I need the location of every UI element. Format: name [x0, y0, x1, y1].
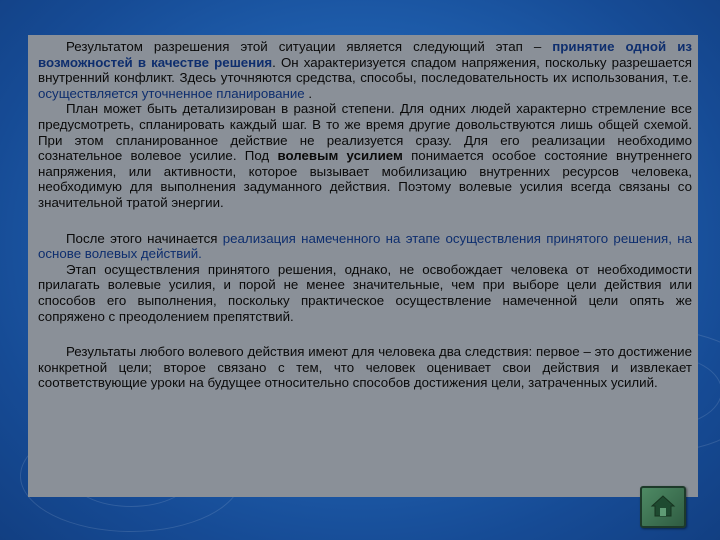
- paragraph-text-segment: Результатом разрешения этой ситуации является следующий этап –: [66, 39, 553, 54]
- paragraph-text-segment: .: [304, 85, 313, 101]
- paragraph-spacer: [38, 324, 692, 344]
- paragraph-text-segment: План может быть детализирован в разной степени. Для одних людей характерно стремление все предусмотреть, спланировать каждый шаг. В то же время другие довольствуются лишь общей схемой. При этом спланированное действие не реализуется сразу. Для его реализации необходимо сознательное волевое усилие. Под: [38, 101, 692, 164]
- paragraph-text-segment: . Он характеризуется спадом напряжения, поскольку разрешается внутренний конфликт. Здесь уточняются средства, способы, последовательность их использования, т.е.: [38, 54, 693, 86]
- home-button[interactable]: [640, 486, 686, 528]
- slide-text-box: [28, 35, 698, 497]
- paragraph: [38, 262, 692, 324]
- home-icon: [650, 494, 676, 518]
- paragraph-text-segment: осуществляется уточненное планирование: [38, 85, 305, 101]
- paragraph: [38, 231, 692, 262]
- paragraph: [38, 101, 692, 210]
- paragraph-spacer: [38, 211, 692, 231]
- paragraph-text-segment: Этап осуществления принятого решения, однако, не освобождает человека от необходимости прилагать волевые усилия, и порой не менее значительные, чем при выборе цели действия или способов его выполнения, поскольку практическое осуществление намеченной цели опять же сопряжено с преодолением препятствий.: [38, 261, 692, 324]
- paragraph-text-segment: Результаты любого волевого действия имеют для человека два следствия: первое – это достижение конкретной цели; второе связано с тем, что человек оценивает свои действия и извлекает соответствующие уроки на будущее относительно способов достижения цели, затраченных усилий.: [38, 344, 692, 391]
- paragraph-text-segment: реализация намеченного на этапе осуществления принятого решения, на основе волевых действий.: [38, 230, 692, 262]
- paragraph-text-segment: После этого начинается: [66, 230, 223, 246]
- paragraph: [38, 39, 692, 101]
- paragraph-text-segment: принятие одной из возможностей в качестве решения: [38, 39, 692, 70]
- paragraph: [38, 344, 692, 391]
- paragraph-text-segment: волевым усилием: [277, 148, 403, 164]
- paragraph-text-segment: понимается особое состояние внутреннего напряжения, или активности, которое вызывает мобилизацию внутренних ресурсов человека, необходимую для выполнения задуманного действия. Поэтому волевые усилия всегда связаны со значительной тратой энергии.: [38, 148, 692, 210]
